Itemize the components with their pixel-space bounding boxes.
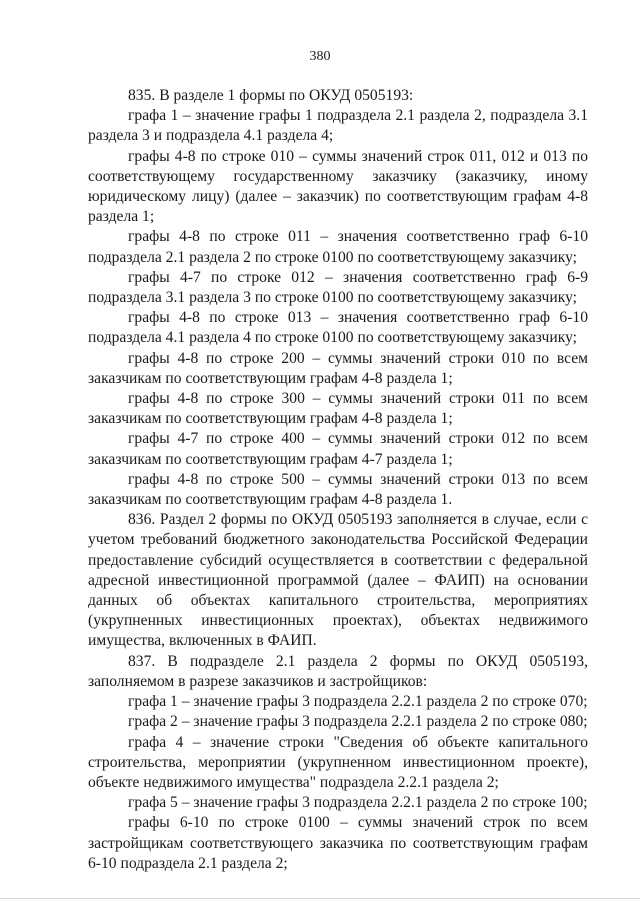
paragraph-column-4-2-1: графа 4 – значение строки "Сведения об объекте капитального строительства, мероприятии (укрупненном инвестиционном проекте), объекте недвижимого имущества" подраздела 2.2.1 раздела 2;	[88, 733, 588, 791]
page-number: 380	[309, 49, 331, 64]
paragraph-column-5-2-1: графа 5 – значение графы 3 подраздела 2.2.1 раздела 2 по строке 100;	[128, 794, 588, 812]
paragraph-columns-4-8-row-013: графы 4-8 по строке 013 – значения соответственно граф 6-10 подраздела 4.1 раздела 4 по строке 0100 по соответствующему заказчику;	[88, 309, 588, 347]
paragraph-column-1: графа 1 – значение графы 1 подраздела 2.1 раздела 2, подраздела 3.1 раздела 3 и подраздела 4.1 раздела 4;	[88, 107, 588, 145]
paragraph-columns-4-8-row-500: графы 4-8 по строке 500 – суммы значений строки 013 по всем заказчикам по соответствующим графам 4-8 раздела 1.	[88, 470, 588, 509]
paragraph-column-1-2-1: графа 1 – значение графы 3 подраздела 2.2.1 раздела 2 по строке 070;	[128, 693, 588, 711]
paragraph-columns-4-8-row-010: графы 4-8 по строке 010 – суммы значений строк 011, 012 и 013 по соответствующему государственному заказчику (заказчику, иному юридическому лицу) (далее – заказчик) по соответствующим графам 4-8 раздела 1;	[88, 147, 588, 226]
paragraph-columns-6-10-row-0100: графы 6-10 по строке 0100 – суммы значений строк по всем застройщикам соответствующего заказчика по соответствующим графам 6-10 подраздела 2.1 раздела 2;	[88, 814, 588, 872]
paragraph-columns-4-7-row-012: графы 4-7 по строке 012 – значения соответственно граф 6-9 подраздела 3.1 раздела 3 по строке 0100 по соответствующему заказчику;	[88, 268, 588, 307]
page-edge-line	[0, 898, 640, 899]
paragraph-columns-4-7-row-400: графы 4-7 по строке 400 – суммы значений строки 012 по всем заказчикам по соответствующим графам 4-7 раздела 1;	[88, 430, 588, 468]
paragraph-columns-4-8-row-011: графы 4-8 по строке 011 – значения соответственно граф 6-10 подраздела 2.1 раздела 2 по строке 0100 по соответствующему заказчику;	[88, 228, 588, 266]
paragraph-835-heading: 835. В разделе 1 формы по ОКУД 0505193:	[128, 87, 414, 104]
paragraph-837: 837. В подразделе 2.1 раздела 2 формы по ОКУД 0505193, заполняемом в разрезе заказчиков и застройщиков:	[88, 652, 588, 690]
paragraph-836: 836. Раздел 2 формы по ОКУД 0505193 заполняется в случае, если с учетом требований бюджетного законодательства Российской Федерации предоставление субсидий осуществляется в соответствии с федеральной адресной инвестиционной программой (далее – ФАИП) на основании данных об объектах капитального строительства, мероприятиях (укрупненных инвестиционных проектах), объектах недвижимого имущества, включенных в ФАИП.	[88, 511, 588, 650]
paragraph-columns-4-8-row-200: графы 4-8 по строке 200 – суммы значений строки 010 по всем заказчикам по соответствующим графам 4-8 раздела 1;	[88, 349, 588, 387]
paragraph-columns-4-8-row-300: графы 4-8 по строке 300 – суммы значений строки 011 по всем заказчикам по соответствующим графам 4-8 раздела 1;	[88, 390, 588, 428]
document-body	[88, 86, 588, 874]
paragraph-column-2-2-1: графа 2 – значение графы 3 подраздела 2.2.1 раздела 2 по строке 080;	[128, 713, 588, 731]
